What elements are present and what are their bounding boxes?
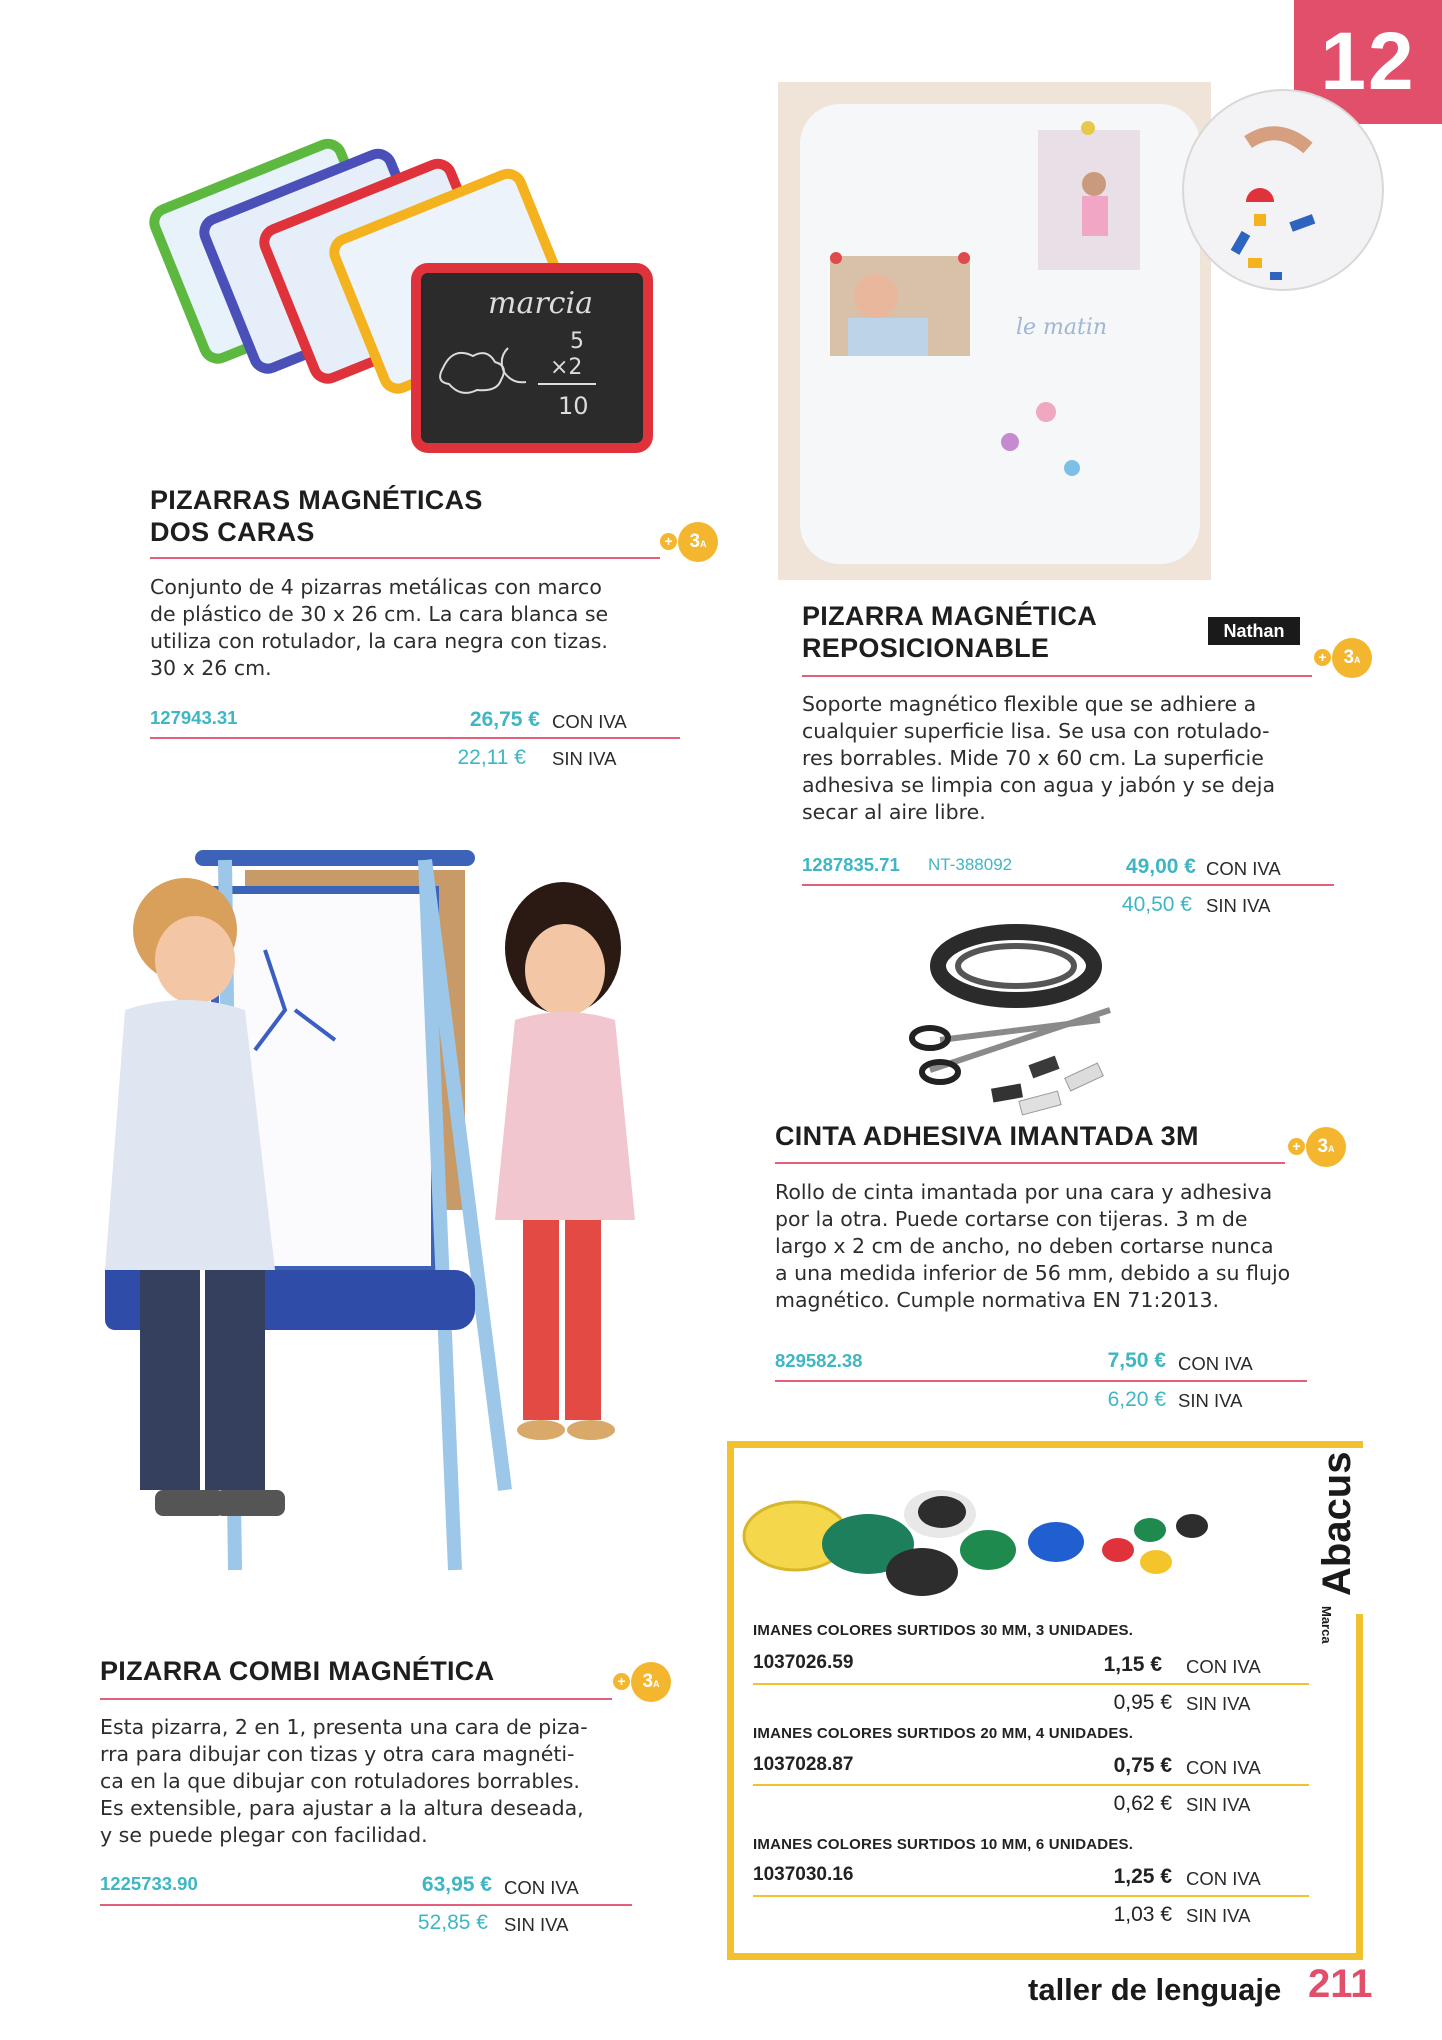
price-without-tax: 40,50 € — [1121, 893, 1192, 916]
product-description — [802, 691, 1362, 826]
tax-label-con: CON IVA — [1178, 1353, 1253, 1374]
tax-label-con: CON IVA — [1186, 1757, 1261, 1778]
price-divider — [150, 737, 680, 739]
product-title-repositionable-board — [802, 600, 1222, 664]
tax-label-con: CON IVA — [1186, 1656, 1261, 1677]
product-description — [150, 574, 710, 682]
title-divider — [775, 1162, 1285, 1164]
tax-label-con: CON IVA — [1206, 858, 1281, 879]
page-number: 211 — [1308, 1962, 1373, 2006]
product-title-line: DOS CARAS — [150, 517, 315, 547]
age-circle: 3A — [1306, 1127, 1346, 1167]
product-description — [775, 1179, 1355, 1314]
magnets-box-edge — [1356, 1614, 1363, 1960]
plus-icon: + — [660, 533, 677, 550]
magnet-item-code: 1037030.16 — [753, 1864, 854, 1885]
product-title-magnetic-slates — [150, 484, 710, 548]
magnet-price-with-tax: 0,75 € — [1113, 1754, 1172, 1777]
price-divider — [802, 884, 1334, 886]
product-code: 1225733.90 — [100, 1873, 198, 1894]
slate-number-1: 5 — [570, 329, 584, 354]
product-title-line: REPOSICIONABLE — [802, 633, 1050, 663]
plus-icon: + — [1288, 1138, 1305, 1155]
desc-line: Es extensible, para ajustar a la altura deseada, — [100, 1796, 584, 1820]
magnet-price-divider — [753, 1895, 1309, 1897]
abacus-brand-prefix: Marca — [1319, 1606, 1334, 1644]
magnet-price-without-tax: 1,03 € — [1113, 1903, 1172, 1926]
age-badge — [1314, 638, 1374, 678]
desc-line: 30 x 26 cm. — [150, 656, 272, 680]
magnetic-tape-image — [900, 920, 1140, 1120]
repositionable-board-image — [778, 82, 1378, 580]
desc-line: secar al aire libre. — [802, 800, 986, 824]
magnet-item-code: 1037026.59 — [753, 1652, 854, 1673]
price-with-tax: 63,95 € — [421, 1873, 492, 1896]
desc-line: y se puede plegar con facilidad. — [100, 1823, 428, 1847]
abacus-brand-text: Abacus — [1315, 1451, 1359, 1596]
age-badge — [1288, 1127, 1348, 1167]
price-without-tax: 52,85 € — [417, 1911, 488, 1934]
desc-line: adhesiva se limpia con agua y jabón y se deja — [802, 773, 1276, 797]
age-circle: 3A — [678, 522, 718, 562]
magnet-price-without-tax: 0,62 € — [1113, 1792, 1172, 1815]
magnet-price-divider — [753, 1784, 1309, 1786]
price-divider — [100, 1904, 632, 1906]
title-divider — [100, 1698, 612, 1700]
desc-line: largo x 2 cm de ancho, no deben cortarse nunca — [775, 1234, 1274, 1258]
product-title-combi-board: PIZARRA COMBI MAGNÉTICA — [100, 1656, 495, 1686]
slate-name-text: marcia — [488, 286, 593, 321]
product-code: 127943.31 — [150, 707, 238, 728]
tax-label-sin: SIN IVA — [1186, 1693, 1251, 1714]
tax-label-con: CON IVA — [504, 1877, 579, 1898]
age-circle: 3A — [1332, 638, 1372, 678]
slate-result: 10 — [558, 392, 589, 420]
price-without-tax: 6,20 € — [1107, 1388, 1166, 1411]
magnet-item-title: IMANES COLORES SURTIDOS 10 MM, 6 UNIDADES. — [753, 1836, 1134, 1853]
magnet-item-title: IMANES COLORES SURTIDOS 30 MM, 3 UNIDADES. — [753, 1622, 1134, 1639]
magnet-price-with-tax: 1,15 € — [1103, 1653, 1162, 1676]
desc-line: Esta pizarra, 2 en 1, presenta una cara de piza- — [100, 1715, 588, 1739]
board-handwriting: le matin — [1016, 315, 1108, 340]
tax-label-sin: SIN IVA — [1186, 1794, 1251, 1815]
magnetic-slates-image — [138, 118, 658, 458]
brand-logo-nathan: Nathan — [1208, 617, 1300, 645]
price-with-tax: 7,50 € — [1107, 1349, 1166, 1372]
title-divider — [802, 675, 1312, 677]
tax-label-sin: SIN IVA — [1186, 1905, 1251, 1926]
product-title-line: PIZARRA MAGNÉTICA — [802, 601, 1098, 631]
desc-line: magnético. Cumple normativa EN 71:2013. — [775, 1288, 1220, 1312]
magnet-item-code: 1037028.87 — [753, 1754, 854, 1775]
price-with-tax: 26,75 € — [469, 708, 540, 731]
age-circle: 3A — [631, 1662, 671, 1702]
desc-line: Rollo de cinta imantada por una cara y adhesiva — [775, 1180, 1273, 1204]
product-description — [100, 1714, 660, 1849]
combi-easel-image — [95, 830, 705, 1620]
desc-line: res borrables. Mide 70 x 60 cm. La superficie — [802, 746, 1264, 770]
chapter-tab: 12 — [1294, 0, 1442, 124]
price-without-tax: 22,11 € — [457, 746, 526, 769]
price-divider — [775, 1380, 1307, 1382]
desc-line: ca en la que dibujar con rotuladores borrables. — [100, 1769, 580, 1793]
price-with-tax: 49,00 € — [1125, 855, 1196, 878]
magnet-price-without-tax: 0,95 € — [1113, 1691, 1172, 1714]
tax-label-sin: SIN IVA — [1206, 895, 1271, 916]
tax-label-con: CON IVA — [552, 711, 627, 732]
product-title-magnetic-tape: CINTA ADHESIVA IMANTADA 3M — [775, 1121, 1199, 1151]
desc-line: a una medida inferior de 56 mm, debido a su flujo — [775, 1261, 1291, 1285]
product-code: 829582.38 — [775, 1350, 863, 1371]
brand-logo-abacus — [1308, 1446, 1368, 1644]
tax-label-sin: SIN IVA — [552, 748, 617, 769]
tax-label-con: CON IVA — [1186, 1868, 1261, 1889]
product-reference: NT-388092 — [928, 855, 1013, 874]
age-badge — [613, 1662, 673, 1702]
slate-number-2: ×2 — [550, 355, 583, 380]
desc-line: de plástico de 30 x 26 cm. La cara blanca se — [150, 602, 609, 626]
colored-magnets-image — [740, 1486, 1220, 1606]
plus-icon: + — [1314, 649, 1331, 666]
plus-icon: + — [613, 1673, 630, 1690]
desc-line: Soporte magnético flexible que se adhiere a — [802, 692, 1257, 716]
product-title-line: PIZARRAS MAGNÉTICAS — [150, 485, 483, 515]
magnet-item-title: IMANES COLORES SURTIDOS 20 MM, 4 UNIDADES. — [753, 1725, 1134, 1742]
magnet-price-divider — [753, 1683, 1309, 1685]
magnet-price-with-tax: 1,25 € — [1113, 1865, 1172, 1888]
footer-section-title: taller de lenguaje — [1028, 1972, 1282, 2007]
product-code: 1287835.71 — [802, 854, 900, 875]
desc-line: Conjunto de 4 pizarras metálicas con marco — [150, 575, 602, 599]
desc-line: utiliza con rotulador, la cara negra con tizas. — [150, 629, 608, 653]
desc-line: por la otra. Puede cortarse con tijeras. 3 m de — [775, 1207, 1248, 1231]
age-badge — [660, 522, 720, 562]
tax-label-sin: SIN IVA — [1178, 1390, 1243, 1411]
tax-label-sin: SIN IVA — [504, 1914, 569, 1935]
title-divider — [150, 557, 660, 559]
desc-line: rra para dibujar con tizas y otra cara magnéti- — [100, 1742, 575, 1766]
desc-line: cualquier superficie lisa. Se usa con rotulado- — [802, 719, 1270, 743]
